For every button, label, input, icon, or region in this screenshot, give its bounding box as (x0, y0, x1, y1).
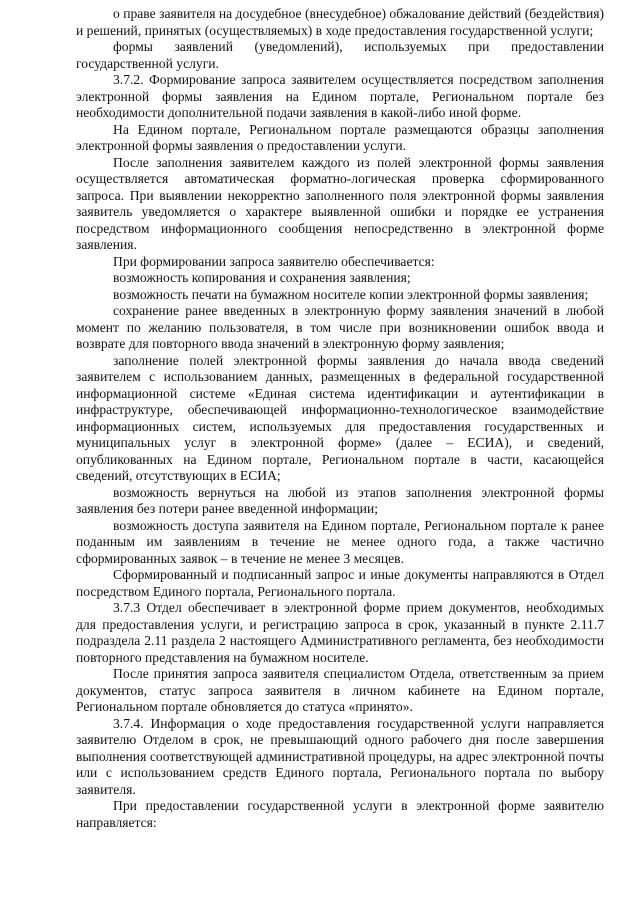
paragraph-return-step: возможность вернуться на любой из этапов заполнения электронной формы заявления без потери ранее введенной информации; (76, 484, 604, 516)
paragraph-sent: При предоставлении государственной услуги в электронной форме заявителю направляется: (76, 798, 604, 830)
paragraph-samples: На Едином портале, Региональном портале размещаются образцы заполнения электронной формы заявления о предоставлении услуги. (76, 121, 604, 153)
paragraph-submission: Сформированный и подписанный запрос и иные документы направляются в Отдел посредством Единого портала, Регионального портала. (76, 567, 604, 599)
paragraph-copy-save: возможность копирования и сохранения заявления; (113, 270, 411, 285)
paragraph-validation: После заполнения заявителем каждого из полей электронной формы заявления осуществляется автоматическая форматно-логическая проверка сформированного запроса. При выявлении некорректно заполненного поля электронной формы заявления заявитель уведомляется о характере выявленной ошибки и порядке ее устранения посредством информационного сообщения непосредственно в электронной форме заявления. (76, 154, 604, 252)
paragraph-provided: При формировании запроса заявителю обеспечивается: (113, 253, 435, 269)
paragraph-print: возможность печати на бумажном носителе копии электронной формы заявления; (113, 286, 589, 302)
paragraph-access: возможность доступа заявителя на Едином портале, Региональном портале к ранее поданным им заявлениям в течение не менее одного года, а также частично сформированных заявок – в течение не менее 3 месяцев. (76, 517, 604, 566)
document-page (76, 6, 604, 831)
paragraph-esia-fill: заполнение полей электронной формы заявления до начала ввода сведений заявителем с использованием данных, размещенных в федеральной государственной информационной системе «Единая система идентификации и аутентификации в инфраструктуре, обеспечивающей информационно-технологическое взаимодействие информационных систем, используемых для предоставления государственных и муниципальных услуг в электронной форме» (далее – ЕСИА), и сведений, опубликованных на Едином портале, Региональном портале в части, касающейся сведений, отсутствующих в ЕСИА; (76, 352, 604, 483)
paragraph-keep-values: сохранение ранее введенных в электронную форму заявления значений в любой момент по желанию пользователя, в том числе при возникновении ошибок ввода и возврате для повторного ввода значений в электронную форму заявления; (76, 303, 604, 351)
paragraph-3-7-4: 3.7.4. Информация о ходе предоставления государственной услуги направляется заявителю Отделом в срок, не превышающий одного рабочего дня после завершения выполнения соответствующей административной процедуры, на адрес электронной почты или с использованием средств Единого портала, Регионального портала по выбору заявителя. (76, 715, 604, 797)
paragraph-3-7-3: 3.7.3 Отдел обеспечивает в электронной форме прием документов, необходимых для предоставления услуги, и регистрацию запроса в срок, указанный в пункте 2.11.7 подраздела 2.11 раздела 2 настоящего Административного регламента, без необходимости повторного представления на бумажном носителе. (76, 600, 604, 665)
paragraph-3-7-2: 3.7.2. Формирование запроса заявителем осуществляется посредством заполнения электронной формы заявления на Едином портале, Региональном портале без необходимости дополнительной подачи заявления в какой-либо иной форме. (76, 72, 604, 120)
paragraph-appeal-right: о праве заявителя на досудебное (внесудебное) обжалование действий (бездействия) и решений, принятых (осуществляемых) в ходе предоставления государственной услуги; (76, 6, 604, 38)
paragraph-forms: формы заявлений (уведомлений), используемых при предоставлении государственной услуги. (76, 39, 604, 71)
paragraph-status: После принятия запроса заявителя специалистом Отдела, ответственным за прием документов, статус запроса заявителя в личном кабинете на Едином портале, Региональном портале обновляется до статуса «принято». (76, 666, 604, 714)
